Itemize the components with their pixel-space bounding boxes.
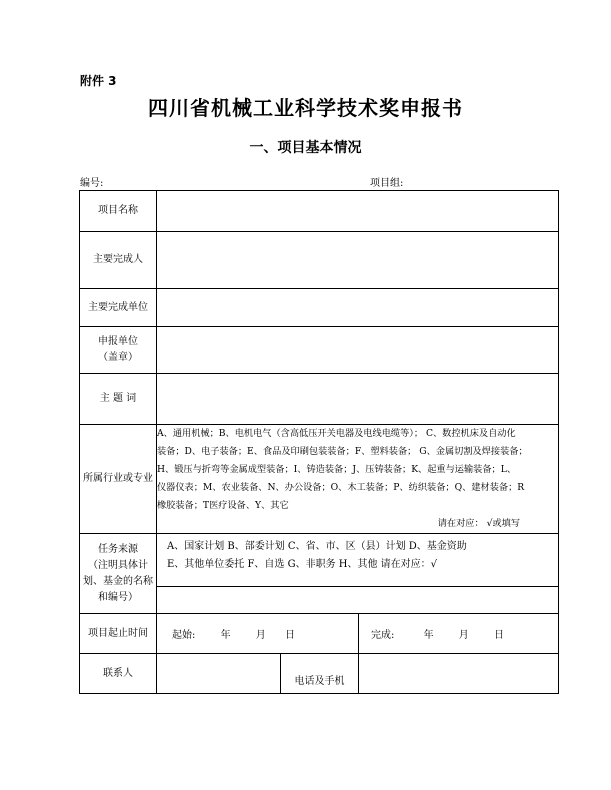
- start-date-field[interactable]: [157, 614, 359, 654]
- applicant-unit-field[interactable]: [157, 327, 559, 374]
- keywords-label: 主 题 词: [80, 374, 157, 425]
- end-date-field[interactable]: [359, 614, 559, 654]
- project-name-label: 项目名称: [80, 191, 157, 232]
- row-main-units: [80, 289, 559, 327]
- task-source-label-line: 任务来源: [98, 543, 138, 555]
- row-task-source: [80, 534, 559, 614]
- number-label: 编号:: [80, 178, 104, 189]
- end-day: 日: [493, 630, 504, 641]
- document-title: 四川省机械工业科学技术奖申报书: [148, 96, 463, 120]
- end-year: 年: [423, 630, 434, 641]
- main-people-label: 主要完成人: [80, 232, 157, 289]
- main-people-field[interactable]: [157, 232, 559, 289]
- row-project-period: [80, 614, 559, 654]
- task-source-label: [80, 534, 157, 614]
- industry-option-line: A、通用机械；B、电机电气（含高低压开关电器及电线电缆等）； C、数控机床及自动化: [157, 428, 516, 439]
- project-period-label: 项目起止时间: [80, 614, 157, 654]
- contact-label: 联系人: [80, 654, 157, 694]
- task-source-line-1: A、国家计划 B、部委计划 C、省、市、区（县）计划 D、基金资助: [167, 541, 467, 552]
- task-source-options[interactable]: [157, 534, 559, 614]
- project-info-table: [79, 190, 559, 694]
- start-year: 年: [220, 630, 231, 641]
- start-day: 日: [284, 630, 295, 641]
- main-units-field[interactable]: [157, 289, 559, 327]
- end-month: 月: [458, 630, 469, 641]
- task-source-line-2: E、其他单位委托 F、自选 G、非职务 H、其他 请在对应：√: [167, 559, 438, 570]
- phone-field[interactable]: [359, 654, 559, 694]
- industry-hint: 请在对应： √或填写: [437, 518, 521, 529]
- start-month: 月: [255, 630, 266, 641]
- industry-option-line: 装备；D、电子装备；E、食品及印刷包装装备；F、塑料装备； G、金属切割及焊接装备；: [157, 446, 528, 457]
- row-industry: [80, 425, 559, 534]
- task-source-label-line: 划、基金的名称: [83, 575, 153, 587]
- row-main-people: [80, 232, 559, 289]
- industry-option-line: 仪器仪表；M、农业装备、N、办公设备；O、木工装备；P、纺织装备；Q、建材装备；R: [157, 482, 525, 493]
- group-label: 项目组:: [370, 178, 404, 189]
- keywords-field[interactable]: [157, 374, 559, 425]
- row-project-name: [80, 191, 559, 232]
- applicant-unit-label-line2: （盖章）: [98, 352, 138, 363]
- attachment-label: 附件 3: [80, 74, 117, 88]
- phone-label: 电话及手机: [281, 654, 359, 694]
- industry-option-line: 橡胶装备；T医疗设备、Y、其它: [157, 500, 289, 511]
- row-contact: [80, 654, 559, 694]
- task-source-label-line: 和编号）: [98, 591, 138, 603]
- row-keywords: [80, 374, 559, 425]
- section-title: 一、项目基本情况: [249, 140, 362, 156]
- industry-options[interactable]: [157, 425, 559, 534]
- industry-label: 所属行业或专业: [80, 425, 157, 534]
- applicant-unit-label: [80, 327, 157, 374]
- applicant-unit-label-line1: 申报单位: [98, 336, 138, 347]
- row-applicant-unit: [80, 327, 559, 374]
- task-source-label-line: （注明具体计: [88, 559, 148, 571]
- start-label: 起始:: [172, 630, 196, 641]
- project-name-field[interactable]: [157, 191, 559, 232]
- end-label: 完成:: [371, 630, 395, 641]
- contact-field[interactable]: [157, 654, 281, 694]
- main-units-label: 主要完成单位: [80, 289, 157, 327]
- industry-option-line: H、锻压与折弯等金属成型装备；I、铸造装备；J、压铸装备；K、起重与运输装备；L、: [157, 464, 517, 475]
